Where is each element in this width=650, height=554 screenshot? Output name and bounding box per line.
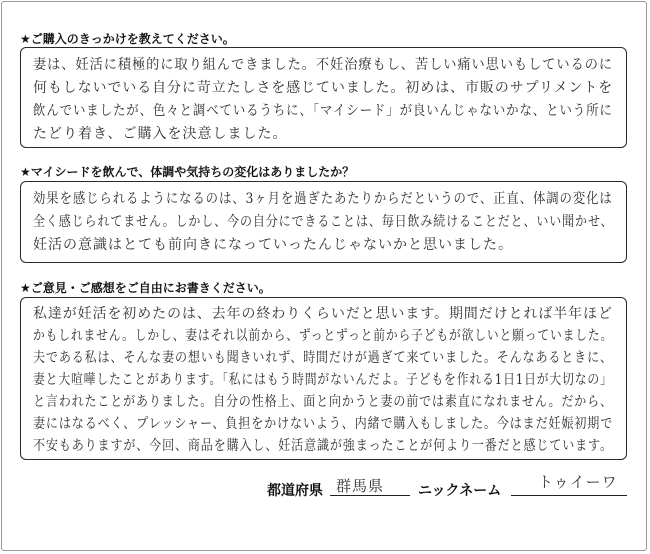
answer-1-line: たどり着き、ご購入を決意しました。 — [33, 126, 288, 142]
prefecture-label: 都道府県 — [267, 483, 323, 499]
question-1-label: ★ご購入のきっかけを教えてください。 — [20, 32, 235, 46]
answer-1-line: 飲んでいましたが、色々と調べているうちに、「マイシード」が良いんじゃないかな、という所に — [33, 103, 613, 119]
answer-2-line: 妊活の意識はとても前向きになっていったんじゃないかと思いました。 — [33, 237, 513, 253]
nickname-label: ニックネーム — [418, 483, 502, 499]
answer-2-line: 効果を感じられるようになるのは、3ヶ月を過ぎたあたりからだというので、正直、体調の変化は — [33, 191, 613, 207]
answer-3-line: 妻にはなるべく、プレッシャー、負担をかけないよう、内緒で購入もしました。今はまだ妊娠初期で — [33, 416, 614, 432]
answer-3-line: かもしれません。しかし、妻はそれ以前から、ずっとずっと前から子どもが欲しいと願っていました。 — [33, 328, 614, 344]
answer-3-line: 不安もありますが、今回、商品を購入し、妊活意識が強まったことが何より一番だと感じています。 — [33, 438, 613, 454]
nickname-value: トゥイーワ — [538, 473, 618, 491]
answer-2-line: 全く感じられてません。しかし、今の自分にできることは、毎日飲み続けることだと、いい聞かせ、 — [33, 214, 614, 230]
prefecture-value: 群馬県 — [336, 477, 385, 495]
answer-3-line: 夫である私は、そんな妻の想いも聞きいれず、時間だけが過ぎて来ていました。そんなあるときに、 — [33, 350, 613, 366]
prefecture-underline — [330, 495, 410, 496]
nickname-underline — [511, 495, 627, 496]
answer-1-line: 何もしないでいる自分に苛立たしさを感じていました。初めは、市販のサプリメントを — [33, 80, 614, 96]
answer-1-box — [20, 47, 627, 148]
answer-3-box — [20, 297, 627, 460]
answer-1-line: 妻は、妊活に積極的に取り組んできました。不妊治療もし、苦しい痛い思いもしているのに — [33, 57, 613, 73]
answer-3-line: と言われたことがありました。自分の性格上、面と向かうと妻の前では素直になれません。だから、 — [33, 394, 613, 410]
answer-3-line: 私達が妊活を初めたのは、去年の終わりくらいだと思います。期間だけとれば半年ほど — [33, 306, 613, 322]
answer-3-line: 妻と大喧嘩したことがあります。「私にはもう時間がないんだよ。子どもを作れる1日1日が大切なの」 — [33, 372, 613, 388]
answer-2-box — [20, 181, 627, 263]
question-2-label: ★マイシードを飲んで、体調や気持ちの変化はありましたか？ — [20, 165, 355, 179]
question-3-label: ★ご意見・ご感想をご自由にお書きください。 — [20, 281, 271, 295]
